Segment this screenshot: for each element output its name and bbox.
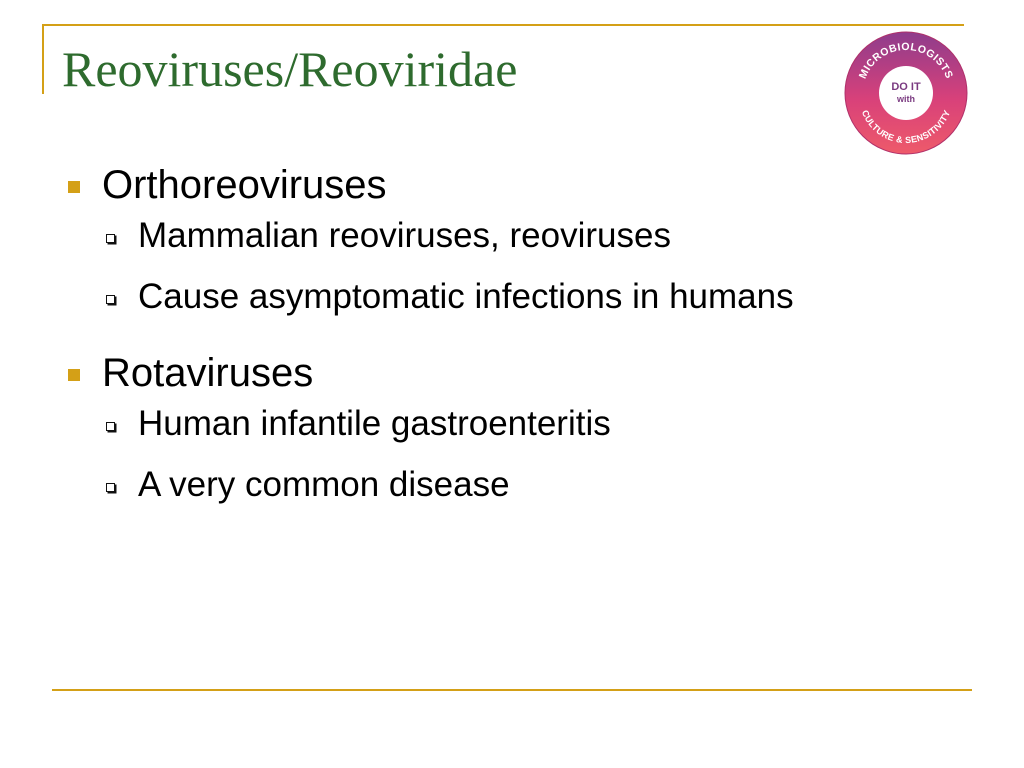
left-rule	[42, 24, 44, 94]
bullet-text: Orthoreoviruses	[102, 163, 387, 207]
sub-bullet-item	[62, 404, 962, 465]
bottom-rule	[52, 689, 972, 691]
hollow-square-bullet-icon	[106, 295, 115, 304]
top-rule	[42, 24, 964, 26]
sub-bullet-text: Mammalian reoviruses, reoviruses	[138, 216, 671, 255]
square-bullet-icon	[68, 369, 80, 381]
badge-center-line2: with	[897, 94, 915, 104]
slide-title: Reoviruses/Reoviridae	[62, 41, 518, 97]
sub-bullet-item	[62, 465, 962, 526]
sub-bullet-item	[62, 277, 962, 338]
hollow-square-bullet-icon	[106, 483, 115, 492]
bullet-list	[62, 160, 962, 526]
hollow-square-bullet-icon	[106, 234, 115, 243]
sub-bullet-text: A very common disease	[138, 465, 510, 504]
badge-arc-top: MICROBIOLOGISTS	[856, 40, 956, 81]
square-bullet-icon	[68, 181, 80, 193]
sub-bullet-item	[62, 216, 962, 277]
bullet-item	[62, 348, 962, 404]
badge-center-line1: DO IT	[891, 81, 921, 93]
sub-bullet-text: Human infantile gastroenteritis	[138, 404, 611, 443]
sub-bullet-text: Cause asymptomatic infections in humans	[138, 277, 794, 316]
bullet-text: Rotaviruses	[102, 351, 314, 395]
hollow-square-bullet-icon	[106, 422, 115, 431]
badge-arc-bottom: CULTURE & SENSITIVITY	[859, 108, 953, 146]
bullet-item	[62, 160, 962, 216]
microbiology-badge-icon	[843, 30, 969, 156]
